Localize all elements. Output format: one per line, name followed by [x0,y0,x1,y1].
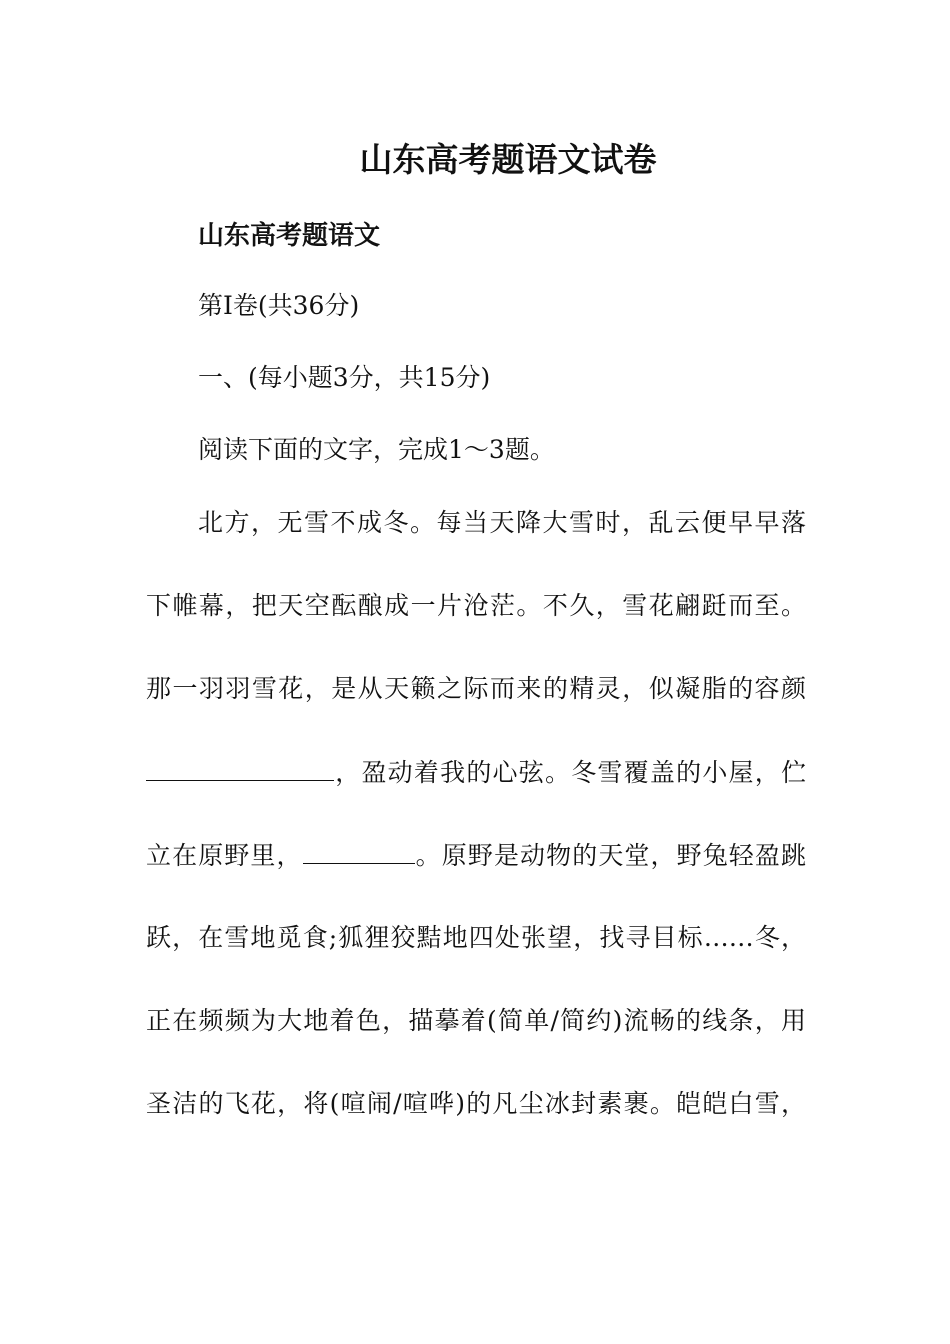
fill-in-blank[interactable] [146,754,334,781]
passage-line: 北方，无雪不成冬。每当天降大雪时，乱云便早早落 [198,508,806,537]
fill-in-blank[interactable] [303,837,415,864]
passage-line: 正在频频为大地着色，描摹着(简单/简约)流畅的线条，用 [146,1006,806,1035]
part-header: 一、(每小题3分，共15分) [198,363,491,392]
document-title: 山东高考题语文试卷 [359,140,657,179]
reading-passage [146,505,806,1169]
passage-text: ，盈动着我的心弦。冬雪覆盖的小屋，伫 [334,758,806,787]
passage-line: 那一羽羽雪花，是从天籁之际而来的精灵，似凝脂的容颜 [146,674,806,703]
document-subtitle: 山东高考题语文 [198,221,381,251]
passage-line: 跃，在雪地觅食;狐狸狡黠地四处张望，找寻目标……冬， [146,923,806,952]
passage-line [146,754,806,790]
passage-text: 。原野是动物的天堂，野兔轻盈跳 [414,841,806,870]
passage-line: 圣洁的飞花，将(喧闹/喧哗)的凡尘冰封素裹。皑皑白雪， [146,1089,806,1118]
reading-instruction: 阅读下面的文字，完成1～3题。 [198,435,555,464]
passage-line [146,837,806,873]
passage-line: 下帷幕，把天空酝酿成一片沧茫。不久，雪花翩跹而至。 [146,591,806,620]
section-header: 第Ⅰ卷(共36分) [198,291,360,320]
passage-text: 立在原野里， [146,841,303,870]
